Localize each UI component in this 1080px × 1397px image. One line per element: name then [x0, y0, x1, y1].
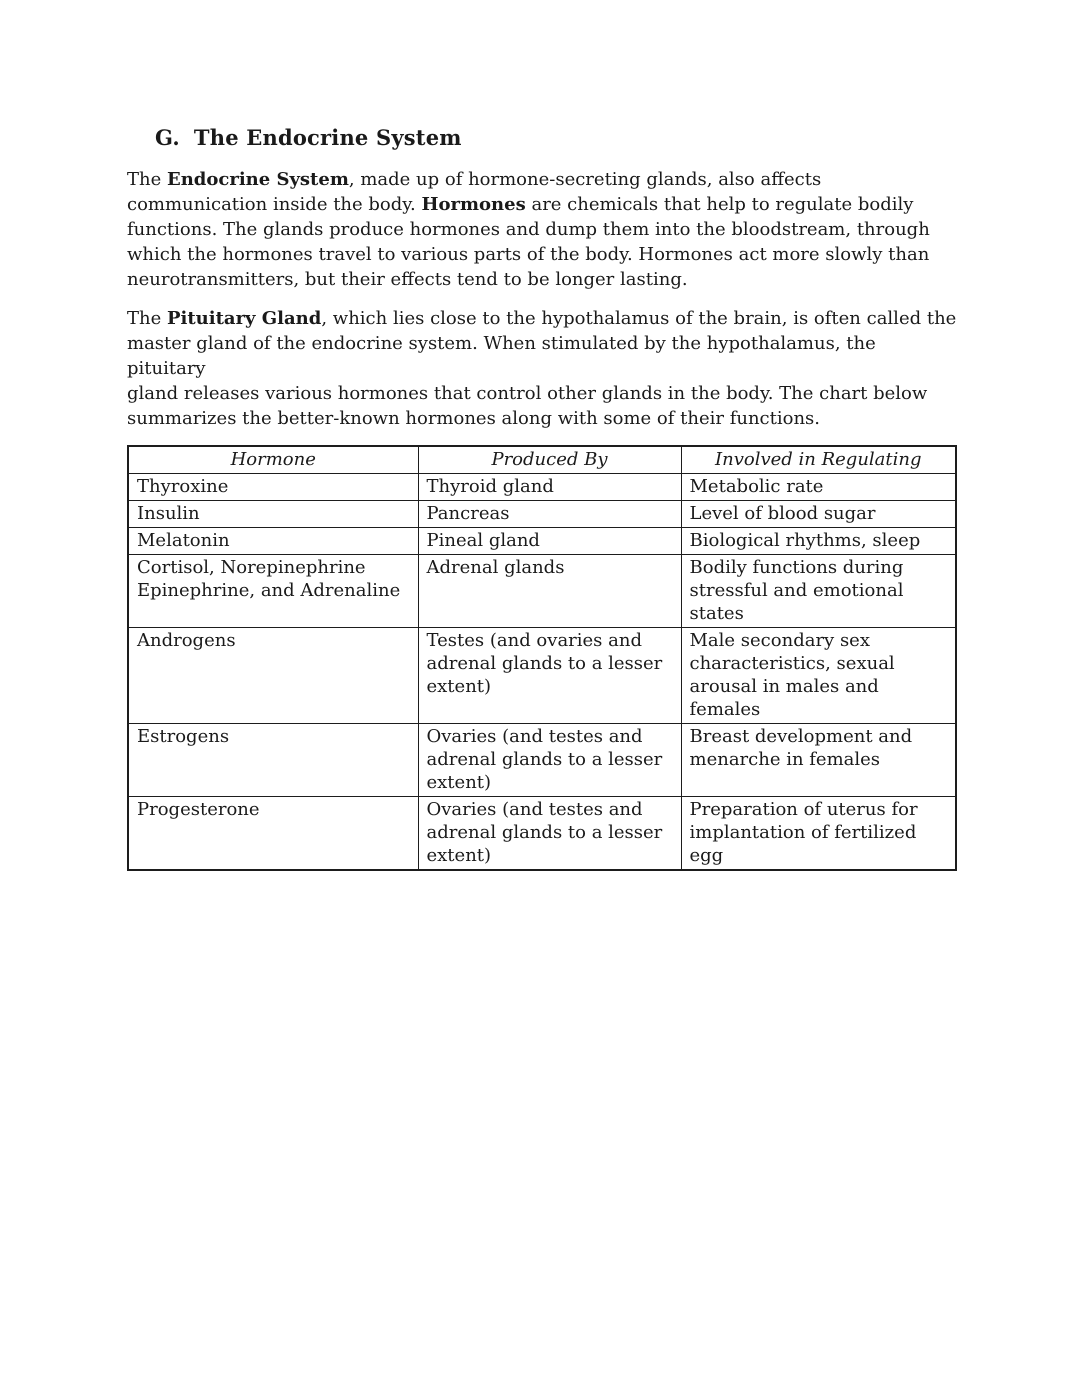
text-run: master gland of the endocrine system. When stimulated by the hypothalamus, the pituitary: [127, 333, 876, 379]
text-run: , which lies close to the hypothalamus of the brain, is often called the: [321, 308, 957, 329]
bold-term: Pituitary Gland: [166, 308, 322, 329]
text-run: The: [127, 169, 167, 190]
paragraph: [127, 306, 957, 431]
table-cell: Bodily functions during stressful and emotional states: [681, 555, 956, 628]
header-row: [128, 446, 956, 474]
table-cell: Progesterone: [128, 797, 418, 871]
paragraphs: [127, 167, 955, 431]
table-cell: Breast development and menarche in females: [681, 724, 956, 797]
table-cell: Metabolic rate: [681, 474, 956, 501]
table-cell: Insulin: [128, 501, 418, 528]
text-run: The: [127, 308, 167, 329]
table-row: [128, 501, 956, 528]
hormone-table: [127, 445, 957, 871]
table-cell: Testes (and ovaries and adrenal glands to a lesser extent): [418, 628, 681, 724]
table-cell: Pineal gland: [418, 528, 681, 555]
table-cell: Ovaries (and testes and adrenal glands to a lesser extent): [418, 797, 681, 871]
table-cell: Thyroid gland: [418, 474, 681, 501]
table-cell: Pancreas: [418, 501, 681, 528]
table-cell: Melatonin: [128, 528, 418, 555]
text-run: summarizes the better-known hormones along with some of their functions.: [127, 408, 821, 429]
table-row: [128, 528, 956, 555]
table-cell: Male secondary sex characteristics, sexual arousal in males and females: [681, 628, 956, 724]
table-cell: Thyroxine: [128, 474, 418, 501]
column-header-involved-in-regulating: Involved in Regulating: [681, 446, 956, 474]
text-run: which the hormones travel to various parts of the body. Hormones act more slowly than: [127, 244, 930, 265]
column-header-produced-by: Produced By: [418, 446, 681, 474]
section-number: G.: [155, 125, 180, 150]
text-run: neurotransmitters, but their effects tend to be longer lasting.: [127, 269, 688, 290]
table-row: [128, 724, 956, 797]
text-run: are chemicals that help to regulate bodily: [525, 194, 914, 215]
table-cell: Adrenal glands: [418, 555, 681, 628]
hormone-table-header: [128, 446, 956, 474]
table-cell: Level of blood sugar: [681, 501, 956, 528]
table-row: [128, 474, 956, 501]
text-run: gland releases various hormones that control other glands in the body. The chart below: [127, 383, 928, 404]
table-row: [128, 628, 956, 724]
bold-term: Endocrine System: [166, 169, 349, 190]
hormone-table-body: [128, 474, 956, 871]
table-row: [128, 797, 956, 871]
table-cell: Biological rhythms, sleep: [681, 528, 956, 555]
table-cell: Preparation of uterus for implantation of fertilized egg: [681, 797, 956, 871]
text-run: communication inside the body.: [127, 194, 422, 215]
table-cell: Androgens: [128, 628, 418, 724]
text-run: , made up of hormone-secreting glands, also affects: [348, 169, 822, 190]
paragraph: [127, 167, 957, 292]
bold-term: Hormones: [421, 194, 526, 215]
column-header-hormone: Hormone: [128, 446, 418, 474]
table-cell: Cortisol, Norepinephrine Epinephrine, and Adrenaline: [128, 555, 418, 628]
table-cell: Estrogens: [128, 724, 418, 797]
table-cell: Ovaries (and testes and adrenal glands to a lesser extent): [418, 724, 681, 797]
section-heading: [155, 125, 955, 151]
section-title: The Endocrine System: [193, 125, 462, 150]
text-run: functions. The glands produce hormones and dump them into the bloodstream, through: [127, 219, 930, 240]
table-row: [128, 555, 956, 628]
